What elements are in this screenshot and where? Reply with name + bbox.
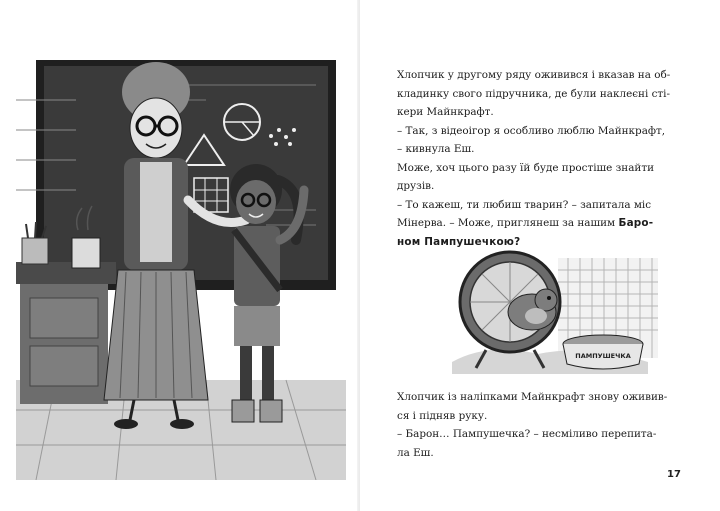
classroom-illustration — [16, 40, 346, 480]
text-line — [397, 214, 689, 233]
text-line: Може, хоч цього разу їй буде простіше знайти — [397, 161, 655, 174]
text-line: ся і підняв руку. — [397, 409, 488, 422]
text-line: – То кажеш, ти любиш тварин? – запитала міс — [397, 198, 652, 211]
text-paragraph-1 — [397, 66, 689, 251]
text-line: ла Еш. — [397, 446, 434, 459]
text-line: кери Майнкрафт. — [397, 106, 494, 118]
bold-character-name: Баро- — [618, 217, 654, 229]
hamster-wheel-illustration — [448, 250, 660, 378]
bold-character-name: ном Пампушечкою? — [397, 235, 521, 248]
text-line: – кивнула Еш. — [397, 143, 475, 155]
jar-label: ПАМПУШЕЧКА — [575, 352, 631, 360]
text-paragraph-2 — [397, 388, 689, 462]
text-line: Хлопчик у другому ряду оживився і вказав на об- — [397, 69, 671, 81]
page-number: 17 — [667, 469, 681, 480]
text-line: – Так, з відеоігор я особливо люблю Майнкрафт, — [397, 124, 666, 137]
text-fragment: Мінерва. – Може, приглянеш за нашим — [397, 217, 619, 229]
text-line: друзів. — [397, 180, 435, 192]
text-line: кладинку свого підручника, де були наклеєні сті- — [397, 87, 670, 100]
text-line: – Барон… Пампушечка? – несміливо перепита- — [397, 428, 657, 440]
text-line: Хлопчик із наліпками Майнкрафт знову оживив- — [397, 391, 668, 403]
text-line — [397, 233, 689, 252]
